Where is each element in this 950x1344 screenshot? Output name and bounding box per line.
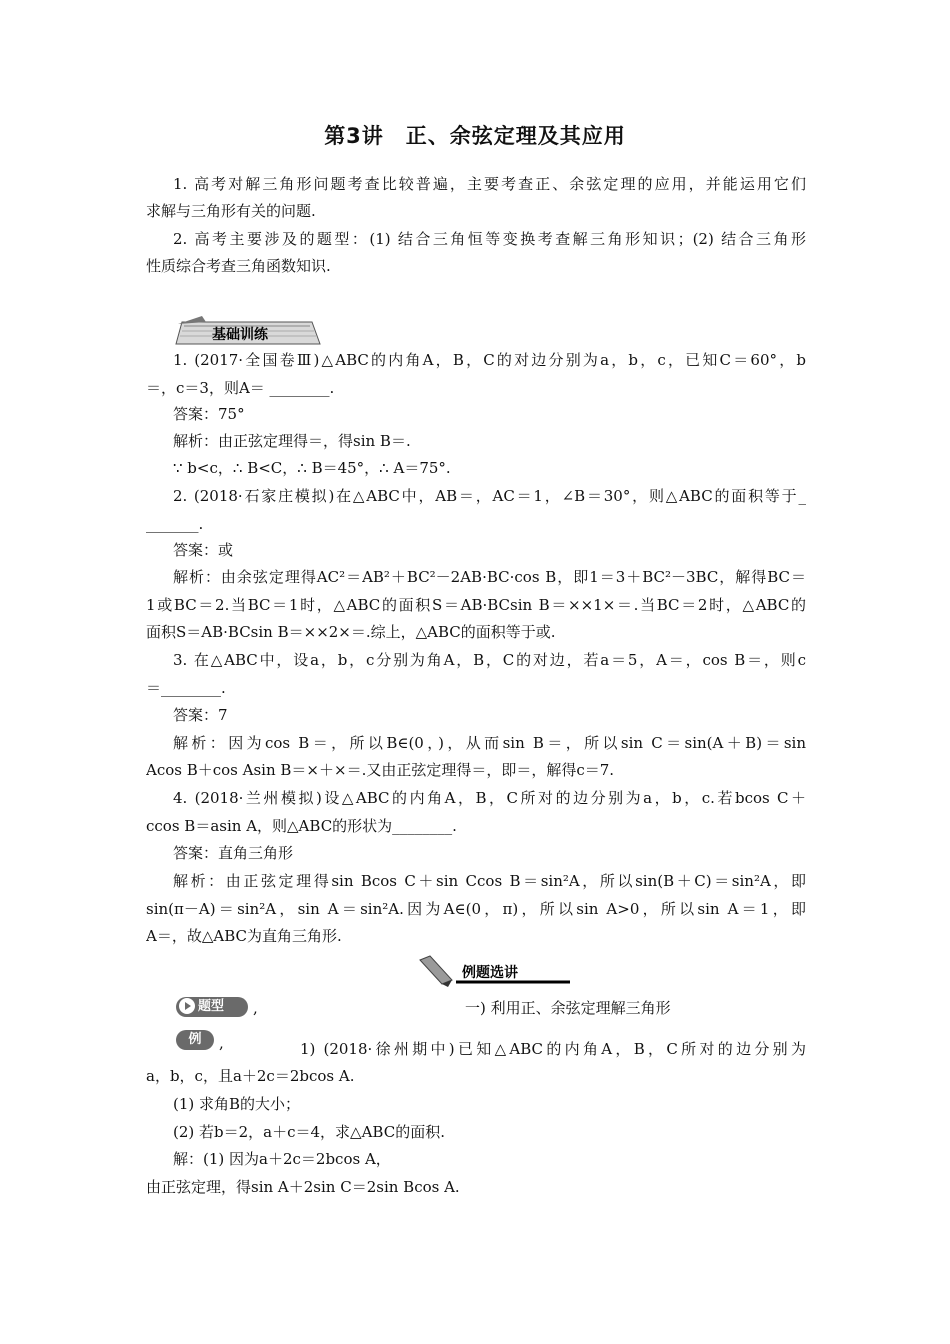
p1-analysis-2: ∵ b<c，∴ B<C，∴ B＝45°，∴ A＝75°. (173, 459, 451, 477)
section-banner-basic (172, 314, 322, 346)
topic-badge-label: 题型 (198, 999, 225, 1014)
example-line-1: 1) (2018·徐州期中)已知△ABC的内角A，B，C所对的边分别为 (300, 1040, 806, 1058)
p3-answer: 答案：7 (173, 706, 228, 724)
p1-line-1: 1. (2017·全国卷Ⅲ)△ABC的内角A，B，C的对边分别为a，b，c，已知C＝60°，b (173, 351, 806, 369)
section-banner-label: 例题选讲 (462, 965, 518, 981)
p4-analysis-3: A＝，故△ABC为直角三角形. (146, 927, 342, 945)
example-question-2: (2) 若b＝2，a＋c＝4，求△ABC的面积. (173, 1123, 445, 1141)
p4-analysis-1: 解析：由正弦定理得sin Bcos C＋sin Ccos B＝sin²A，所以sin(B＋C)＝sin²A，即 (173, 872, 806, 890)
intro-line-4: 性质综合考查三角函数知识. (146, 257, 331, 275)
example-line-2: a，b，c，且a＋2c＝2bcos A. (146, 1067, 355, 1085)
p2-answer: 答案：或 (173, 541, 234, 559)
p4-line-2: ccos B＝asin A，则△ABC的形状为________. (146, 817, 457, 835)
p1-line-2: ＝，c＝3，则A＝ ________. (146, 379, 335, 397)
intro-line-1: 1. 高考对解三角形问题考查比较普遍，主要考查正、余弦定理的应用，并能运用它们 (173, 175, 806, 193)
intro-line-3: 2. 高考主要涉及的题型：(1) 结合三角恒等变换考查解三角形知识；(2) 结合三角形 (173, 230, 806, 248)
topic-title: 一) 利用正、余弦定理解三角形 (465, 999, 671, 1017)
p2-line-1: 2. (2018·石家庄模拟)在△ABC中，AB＝，AC＝1，∠B＝30°，则△ABC的面积等于_ (173, 487, 806, 505)
p3-analysis-2: Acos B＋cos Asin B＝×＋×＝.又由正弦定理得＝，即＝，解得c＝7. (146, 761, 615, 779)
example-question-1: (1) 求角B的大小； (173, 1095, 301, 1113)
page-title: 第3讲 正、余弦定理及其应用 (324, 124, 626, 148)
p3-analysis-1: 解析：因为cos B＝，所以B∈(0，)，从而sin B＝，所以sin C＝sin(A＋B)＝sin (173, 734, 806, 752)
example-solution-2: 由正弦定理，得sin A＋2sin C＝2sin Bcos A. (146, 1178, 460, 1196)
topic-badge (176, 997, 248, 1017)
p1-answer: 答案：75° (173, 405, 245, 423)
example-badge: 例 (176, 1030, 214, 1050)
p2-analysis-3: 面积S＝AB·BCsin B＝××2×＝.综上，△ABC的面积等于或. (146, 623, 556, 641)
p3-line-1: 3. 在△ABC中，设a，b，c分别为角A，B，C的对边，若a＝5，A＝，cos B＝，则c (173, 651, 806, 669)
example-solution-1: 解：(1) 因为a＋2c＝2bcos A， (173, 1150, 391, 1168)
intro-line-2: 求解与三角形有关的问题. (146, 202, 316, 220)
section-banner-label: 基础训练 (212, 327, 268, 343)
p4-analysis-2: sin(π－A)＝sin²A，sin A＝sin²A.因为A∈(0，π)，所以sin A>0，所以sin A＝1，即 (146, 900, 806, 918)
example-comma: , (219, 1034, 224, 1052)
section-banner-examples (412, 954, 572, 988)
p2-analysis-1: 解析：由余弦定理得AC²＝AB²＋BC²－2AB·BC·cos B，即1＝3＋BC²－3BC，解得BC＝ (173, 568, 806, 586)
p2-analysis-2: 1或BC＝2.当BC＝1时，△ABC的面积S＝AB·BCsin B＝××1×＝.当BC＝2时，△ABC的 (146, 596, 806, 614)
p1-analysis-1: 解析：由正弦定理得＝，得sin B＝. (173, 432, 411, 450)
p2-line-2: _______. (146, 515, 204, 533)
play-icon (179, 998, 195, 1014)
topic-comma: , (253, 999, 258, 1017)
p3-line-2: ＝________. (146, 679, 226, 697)
p4-line-1: 4. (2018·兰州模拟)设△ABC的内角A，B，C所对的边分别为a，b，c.若bcos C＋ (173, 789, 806, 807)
p4-answer: 答案：直角三角形 (173, 844, 294, 862)
